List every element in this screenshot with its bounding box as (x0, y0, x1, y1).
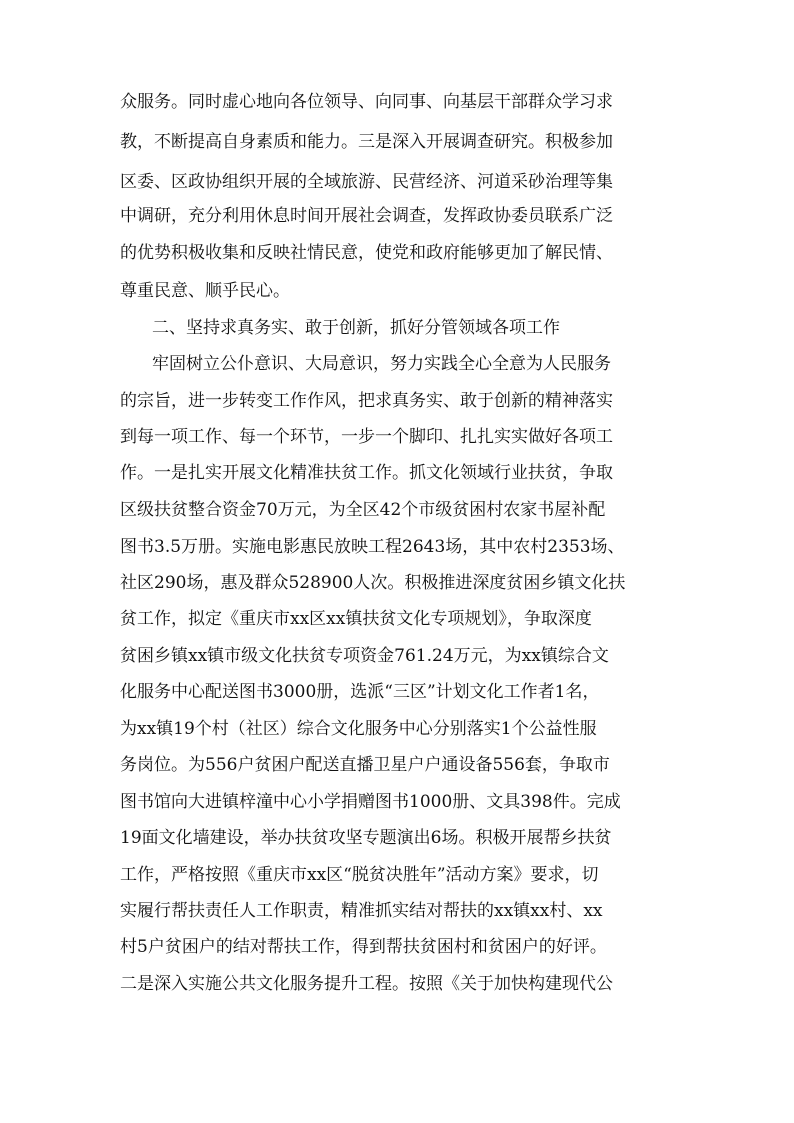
text-line: 的宗旨，进一步转变工作作风，把求真务实、敢于创新的精神落实 (120, 391, 613, 411)
text-line: 19面文化墙建设，举办扶贫攻坚专题演出6场。积极开展帮乡扶贫 (120, 828, 612, 848)
text-line: 到每一项工作、每一个环节，一步一个脚印、扎扎实实做好各项工 (120, 427, 613, 447)
text-line: 务岗位。为556户贫困户配送直播卫星户户通设备556套，争取市 (120, 755, 610, 775)
text-line: 作。一是扎实开展文化精准扶贫工作。抓文化领域行业扶贫，争取 (120, 463, 613, 483)
text-line: 村5户贫困户的结对帮扶工作，得到帮扶贫困村和贫困户的好评。 (120, 937, 607, 957)
text-line: 为xx镇19个村（社区）综合文化服务中心分别落实1个公益性服 (120, 719, 597, 739)
text-line: 区级扶贫整合资金70万元，为全区42个市级贫困村农家书屋补配 (120, 500, 606, 520)
text-line: 社区290场，惠及群众528900人次。积极推进深度贫困乡镇文化扶 (120, 573, 626, 593)
text-line: 实履行帮扶责任人工作职责，精准抓实结对帮扶的xx镇xx村、xx (120, 901, 603, 921)
text-line: 尊重民意、顺乎民心。 (120, 281, 290, 301)
text-line: 贫困乡镇xx镇市级文化扶贫专项资金761.24万元，为xx镇综合文 (120, 646, 609, 666)
text-line: 的优势积极收集和反映社情民意，使党和政府能够更加了解民情、 (120, 243, 613, 263)
paragraph-first-line: 牢固树立公仆意识、大局意识，努力实践全心全意为人民服务 (152, 354, 611, 374)
text-line: 区委、区政协组织开展的全域旅游、民营经济、河道采砂治理等集 (120, 172, 613, 192)
text-line: 工作，严格按照《重庆市xx区“脱贫决胜年”活动方案》要求，切 (120, 865, 599, 885)
text-line: 教，不断提高自身素质和能力。三是深入开展调查研究。积极参加 (120, 132, 613, 152)
text-line: 众服务。同时虚心地向各位领导、向同事、向基层干部群众学习求 (120, 92, 613, 112)
text-line: 二是深入实施公共文化服务提升工程。按照《关于加快构建现代公 (120, 974, 613, 994)
text-line: 图书3.5万册。实施电影惠民放映工程2643场，其中农村2353场、 (120, 537, 625, 557)
text-line: 中调研，充分利用休息时间开展社会调查，发挥政协委员联系广泛 (120, 206, 613, 226)
text-line: 图书馆向大进镇梓潼中心小学捐赠图书1000册、文具398件。完成 (120, 792, 621, 812)
section-heading: 二、坚持求真务实、敢于创新，抓好分管领域各项工作 (152, 318, 560, 338)
text-line: 贫工作，拟定《重庆市xx区xx镇扶贫文化专项规划》，争取深度 (120, 609, 592, 629)
text-line: 化服务中心配送图书3000册，选派“三区”计划文化工作者1名， (120, 682, 600, 702)
